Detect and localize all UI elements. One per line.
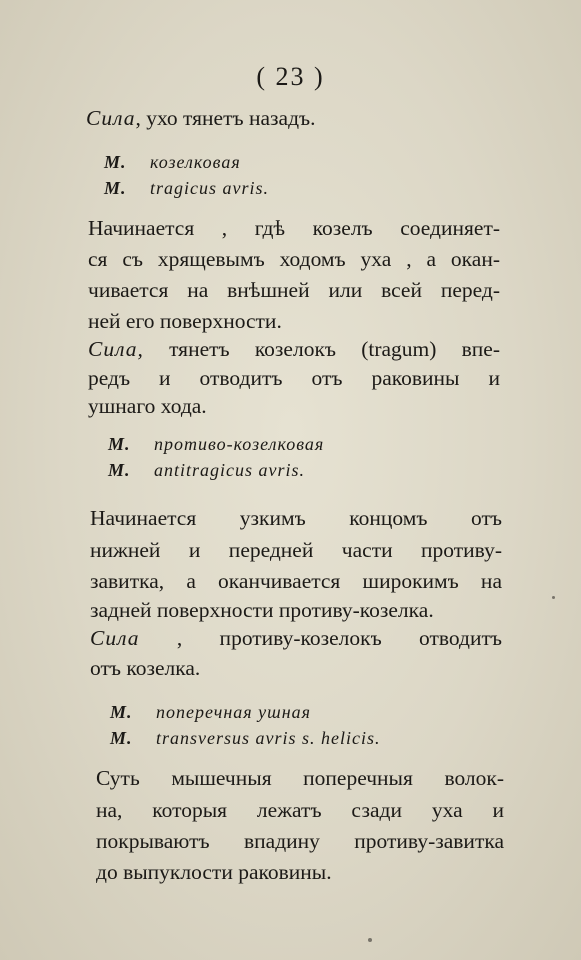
muscle-name-ru: козелковая [150,152,241,172]
muscle-heading-ru [104,152,241,173]
body-line: Начинается узкимъ концомъ отъ [90,506,502,530]
muscle-heading-ru [110,702,311,723]
muscle-heading-ru [108,434,324,455]
body-line: покрываютъ впадину противу-завитка [96,829,504,853]
body-line: ней его поверхности. [88,309,282,333]
sila-line: ушнаго хода. [88,394,207,418]
muscle-name-ru: поперечная ушная [156,702,311,722]
body-line: Суть мышечныя поперечныя волок- [96,766,504,790]
body-line: до выпуклости раковины. [96,860,332,884]
body-line: на, которыя лежатъ сзади уха и [96,798,504,822]
muscle-abbr: M. [110,728,133,748]
body-line: завитка, а оканчивается широкимъ на [90,569,502,593]
muscle-name-lat: tragicus avris. [150,178,270,198]
sila-text: тянетъ козелокъ (tragum) впе- [143,337,500,361]
sila-text: , ухо тянетъ назадъ. [135,106,316,130]
body-line: Начинается , гдѣ козелъ соединяет- [88,216,500,240]
muscle-heading-lat [110,728,381,749]
body-line: нижней и передней части противу- [90,538,502,562]
muscle-heading-lat [104,178,269,199]
sila-line: отъ козелка. [90,656,201,680]
muscle-abbr: M. [108,460,131,480]
muscle-name-lat: transversus avris s. helicis. [156,728,381,748]
sila-line: редъ и отводитъ отъ раковины и [88,366,500,390]
sila-text: , противу-козелокъ отводитъ [139,626,502,650]
paper-speck [552,596,555,599]
sila-label: Сила [90,626,140,650]
sila-label: Сила, [88,337,144,361]
sila-paragraph [90,626,502,651]
paper-speck [368,938,372,942]
sila-label: Сила [86,106,136,130]
sila-paragraph [88,337,500,362]
muscle-name-lat: antitragicus avris. [154,460,306,480]
sila-paragraph [86,106,316,131]
page-number: ( 23 ) [256,62,325,91]
muscle-abbr: M. [104,178,127,198]
muscle-name-ru: противо-козелковая [154,434,325,454]
muscle-abbr: М. [104,152,127,172]
muscle-abbr: М. [110,702,133,722]
muscle-abbr: М. [108,434,131,454]
muscle-heading-lat [108,460,305,481]
body-line: задней поверхности противу-козелка. [90,598,434,622]
body-line: чивается на внѣшней или всей перед- [88,278,500,302]
body-line: ся съ хрящевымъ ходомъ уха , а окан- [88,247,500,271]
